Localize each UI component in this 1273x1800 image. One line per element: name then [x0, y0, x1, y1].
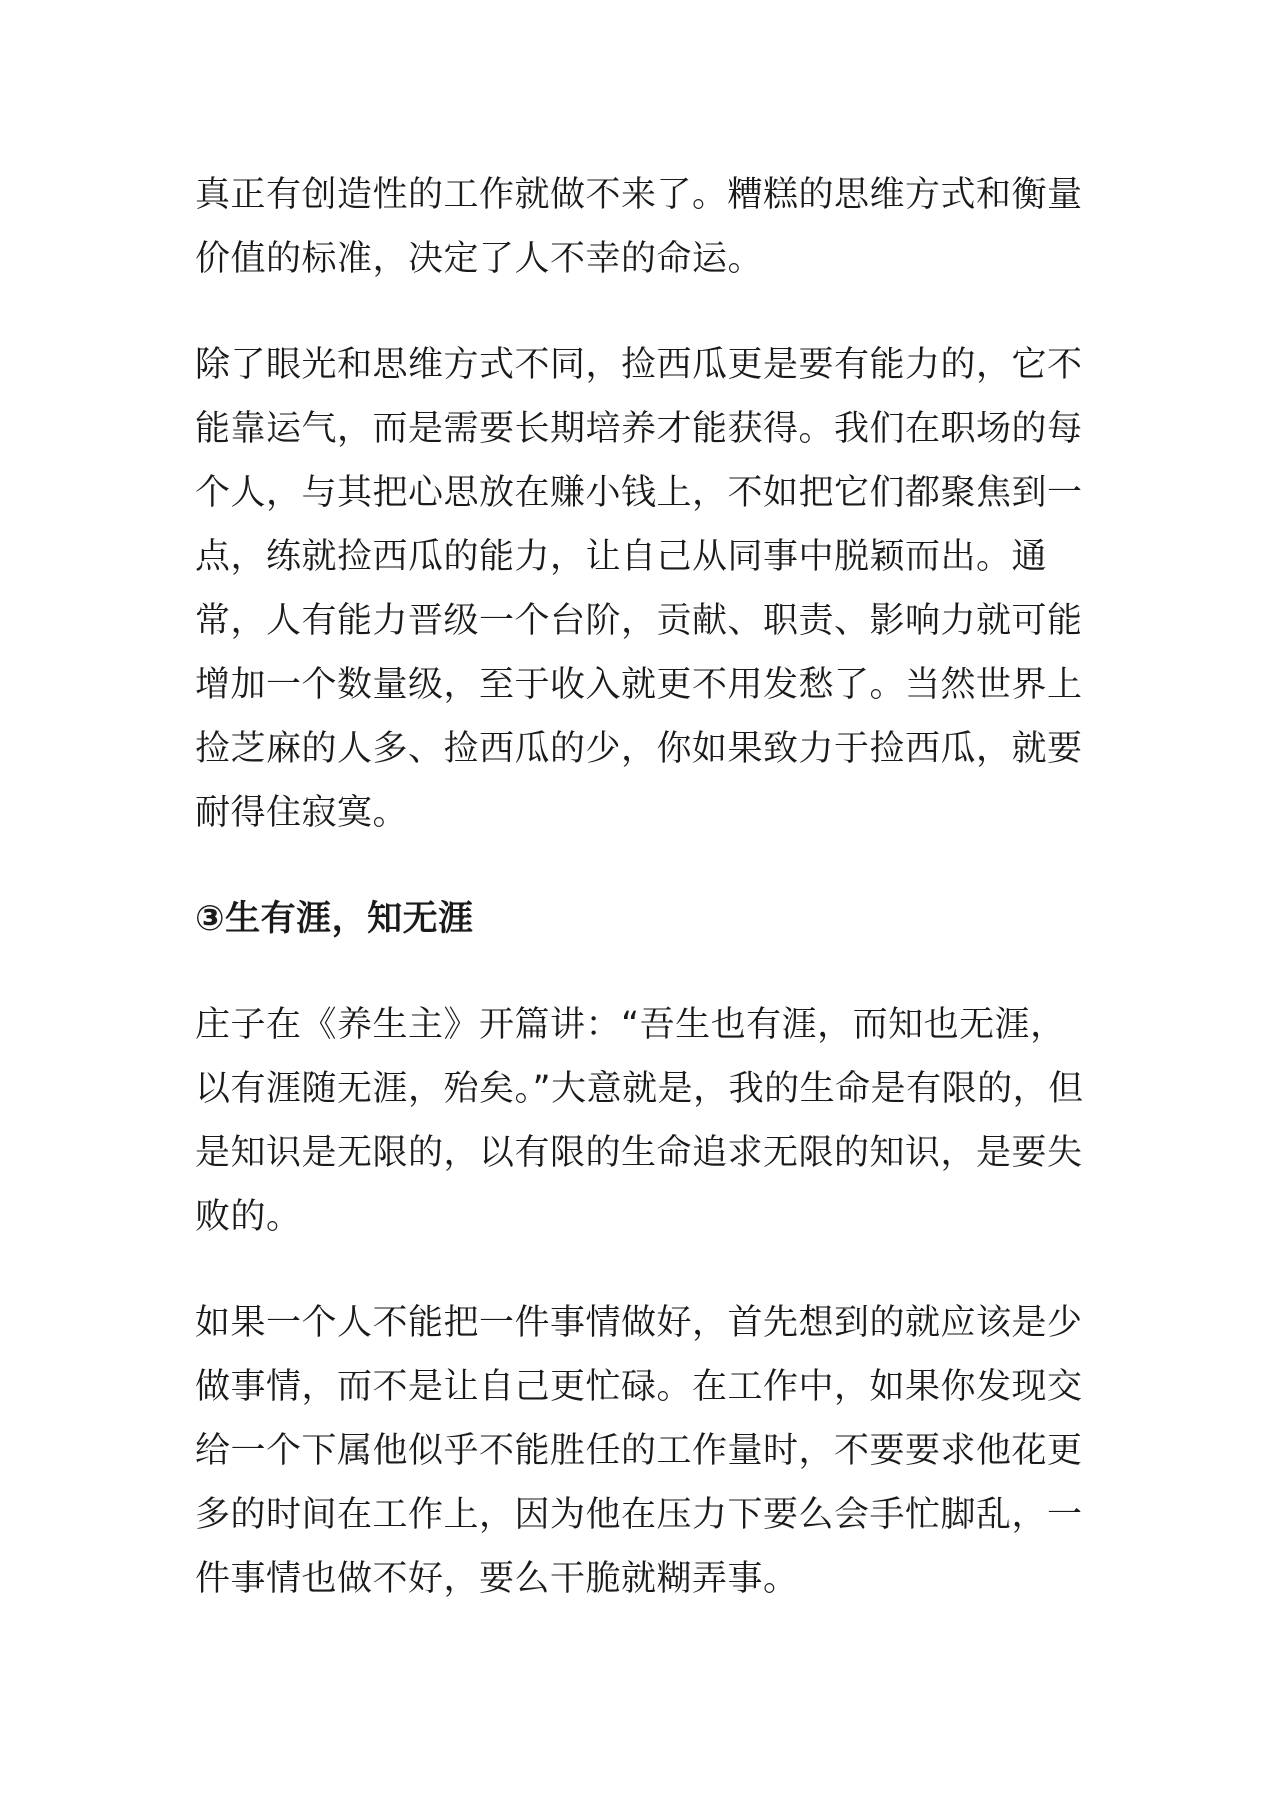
paragraph-4: 如果一个人不能把一件事情做好，首先想到的就应该是少做事情，而不是让自己更忙碌。在工作中，如果你发现交给一个下属他似乎不能胜任的工作量时，不要要求他花更多的时间在工作上，因为他在压力下要么会手忙脚乱，一件事情也做不好，要么干脆就糊弄事。	[195, 1303, 1083, 1599]
section-heading: ③生有涯，知无涯	[195, 899, 474, 939]
paragraph-3: 庄子在《养生主》开篇讲：“吾生也有涯，而知也无涯，以有涯随无涯，殆矣。”大意就是，我的生命是有限的，但是知识是无限的，以有限的生命追求无限的知识，是要失败的。	[195, 1005, 1084, 1237]
paragraph-2: 除了眼光和思维方式不同，捡西瓜更是要有能力的，它不能靠运气，而是需要长期培养才能获得。我们在职场的每个人，与其把心思放在赚小钱上，不如把它们都聚焦到一点，练就捡西瓜的能力，让自己从同事中脱颖而出。通常，人有能力晋级一个台阶，贡献、职责、影响力就可能增加一个数量级，至于收入就更不用发愁了。当然世界上捡芝麻的人多、捡西瓜的少，你如果致力于捡西瓜，就要耐得住寂寞。	[195, 345, 1083, 833]
document-body	[195, 163, 1095, 1653]
paragraph-1: 真正有创造性的工作就做不来了。糟糕的思维方式和衡量价值的标准，决定了人不幸的命运。	[195, 175, 1083, 279]
